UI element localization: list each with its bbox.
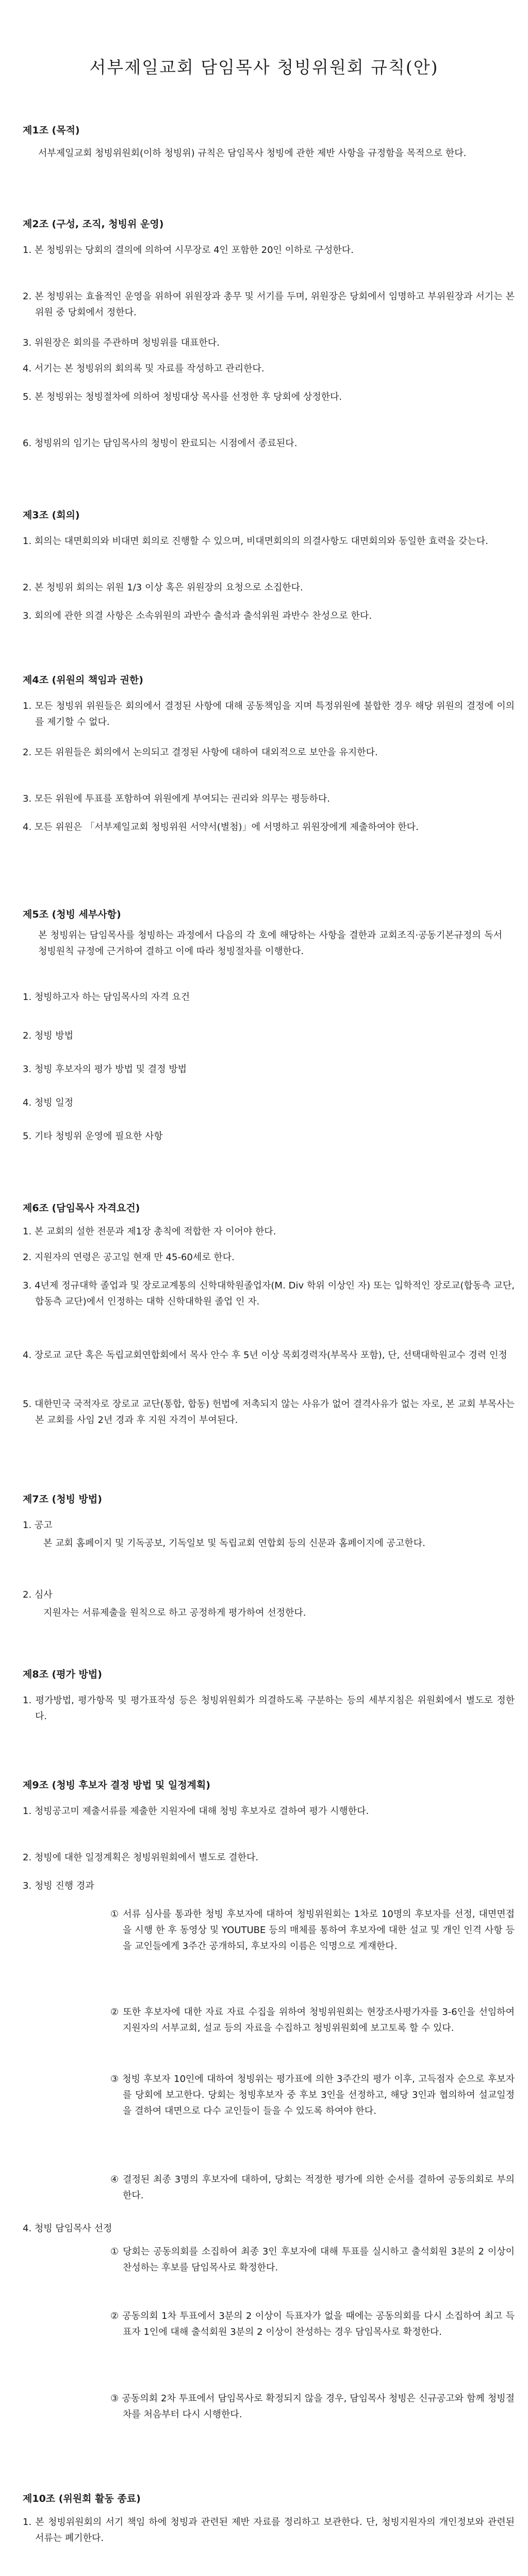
section-2-item: 4. 서기는 본 청빙위의 회의록 및 자료를 작성하고 관리한다.	[23, 363, 265, 374]
section-9-progress-step: ① 서류 심사를 통과한 청빙 후보자에 대하여 청빙위원회는 1차로 10명의 후보자를 선정, 대면면접을 시행 한 후 동영상 및 YOUTUBE 등의 매체를 통하여 후보자에 대한 설교 및 개인 인격 사항 등을 교인들에게 3주간 공개하되, 후보자의 이름은 익명으로 게재한다.	[110, 1909, 515, 1952]
section-8-item: 1. 평가방법, 평가항목 및 평가표작성 등은 청빙위원회가 의결하도록 구분하는 등의 세부지침은 위원회에서 별도로 정한다.	[23, 1695, 515, 1722]
section-5-item: 3. 청빙 후보자의 평가 방법 및 결정 방법	[23, 1064, 187, 1075]
section-4-item: 2. 모든 위원들은 회의에서 논의되고 결정된 사항에 대하여 대외적으로 보안을 유지한다.	[23, 747, 378, 758]
section-7-item-label: 2. 심사	[23, 1589, 53, 1600]
section-5-intro: 본 청빙위는 담임목사를 청빙하는 과정에서 다음의 각 호에 해당하는 사항을 결한과 교회조직·공동기본규정의 독서 청빙원칙 규정에 근거하여 결하고 이에 따라 청빙절차를 이행한다.	[38, 930, 502, 957]
section-9-item: 4. 청빙 담임목사 선정	[23, 2223, 112, 2234]
section-9-selection-step: ③ 공동의회 2차 투표에서 담임목사로 확정되지 않을 경우, 담임목사 청빙은 신규공고와 함께 청빙절차를 처음부터 다시 시행한다.	[110, 2393, 515, 2420]
section-2-item: 6. 청빙위의 임기는 담임목사의 청빙이 완료되는 시점에서 종료된다.	[23, 438, 298, 449]
section-9-item: 3. 청빙 진행 경과	[23, 1880, 94, 1891]
section-6-item: 4. 장로교 교단 혹은 독립교회연합회에서 목사 안수 후 5년 이상 목회경력자(부목사 포함), 단, 선택대학원교수 경력 인정	[23, 1350, 507, 1361]
section-2-item: 2. 본 청빙위는 효율적인 운영을 위하여 위원장과 총무 및 서기를 두며, 위원장은 당회에서 임명하고 부위원장과 서기는 본 위원 중 당회에서 정한다.	[23, 291, 515, 318]
section-2-item: 1. 본 청빙위는 당회의 결의에 의하여 시무장로 4인 포함한 20인 이하로 구성한다.	[23, 245, 354, 256]
section-9-heading: 제9조 (청빙 후보자 결정 방법 및 일정계획)	[23, 1780, 210, 1791]
section-5-item: 1. 청빙하고자 하는 담임목사의 자격 요건	[23, 992, 190, 1003]
section-3-item: 1. 회의는 대면회의와 비대면 회의로 진행할 수 있으며, 비대면회의의 의결사항도 대면회의와 동일한 효력을 갖는다.	[23, 536, 488, 547]
section-7-item-label: 1. 공고	[23, 1520, 53, 1531]
section-3-heading: 제3조 (회의)	[23, 510, 80, 521]
section-2-heading: 제2조 (구성, 조직, 청빙위 운영)	[23, 218, 164, 230]
section-6-item: 2. 지원자의 연령은 공고일 현재 만 45-60세로 한다.	[23, 1252, 235, 1263]
section-6-item: 3. 4년제 정규대학 졸업과 및 장로교계통의 신학대학원졸업자(M. Div 학위 이상인 자) 또는 입학적인 장로교(합동측 교단, 합동측 교단)에서 인정하는 대학 신학대학원 졸업 인 자.	[23, 1280, 515, 1307]
section-4-heading: 제4조 (위원의 책임과 권한)	[23, 674, 143, 686]
section-4-item: 4. 모든 위원은 「서부제일교회 청빙위원 서약서(별첨)」에 서명하고 위원장에게 제출하여야 한다.	[23, 822, 419, 833]
section-7-item-text: 지원자는 서류제출을 원칙으로 하고 공정하게 평가하여 선정한다.	[43, 1607, 306, 1618]
section-1-body: 서부제일교회 청빙위원회(이하 청빙위) 규칙은 담임목사 청빙에 관한 제반 사항을 규정함을 목적으로 한다.	[38, 148, 467, 159]
section-9-progress-step: ② 또한 후보자에 대한 자료 자료 수집을 위하여 청빙위원회는 현장조사평가자를 3-6인을 선임하여 지원자의 서부교회, 설교 등의 자료을 수집하고 청빙위원회에 보고토록 할 수 있다.	[110, 2007, 515, 2033]
section-9-selection-step: ② 공동의회 1차 투표에서 3분의 2 이상이 득표자가 없을 때에는 공동의회를 다시 소집하여 최고 득표자 1인에 대해 출석회원 3분의 2 이상이 찬성하는 경우 담임목사로 확정한다.	[110, 2311, 515, 2337]
section-4-item: 3. 모든 위원에 투표를 포함하여 위원에게 부여되는 권리와 의무는 평등하다.	[23, 793, 331, 804]
section-9-item: 1. 청빙공고미 제출서류를 제출한 지원자에 대해 청빙 후보자로 결하여 평가 시행한다.	[23, 1806, 369, 1817]
section-4-item: 1. 모든 청빙위 위원들은 회의에서 결정된 사항에 대해 공동책임을 지며 특정위원에 불합한 경우 해당 위원의 결정에 이의를 제기할 수 없다.	[23, 701, 515, 727]
section-3-item: 3. 회의에 관한 의결 사항은 소속위원의 과반수 출석과 출석위원 과반수 찬성으로 한다.	[23, 611, 372, 621]
section-9-selection-step: ① 당회는 공동의회를 소집하여 최종 3인 후보자에 대해 투표를 실시하고 출석회원 3분의 2 이상이 찬성하는 후보를 담임목사로 확정한다.	[110, 2246, 515, 2273]
section-6-heading: 제6조 (담임목사 자격요건)	[23, 1202, 140, 1214]
section-1-heading: 제1조 (목적)	[23, 125, 80, 136]
section-6-item: 1. 본 교회의 설한 전문과 제1장 총칙에 적합한 자 이어야 한다.	[23, 1226, 276, 1237]
section-2-item: 3. 위원장은 회의를 주관하며 청빙위를 대표한다.	[23, 337, 220, 348]
section-7-item-text: 본 교회 홈페이지 및 기독공보, 기독일보 및 독립교회 연합회 등의 신문과 홈페이지에 공고한다.	[43, 1538, 425, 1549]
section-10-heading: 제10조 (위원회 활동 종료)	[23, 2493, 141, 2504]
section-5-item: 4. 청빙 일정	[23, 1097, 74, 1108]
section-7-heading: 제7조 (청빙 방법)	[23, 1494, 102, 1505]
section-9-progress-step: ④ 결정된 최종 3명의 후보자에 대하여, 당회는 적정한 평가에 의한 순서를 결하여 공동의회로 부의한다.	[110, 2174, 515, 2201]
section-9-item: 2. 청빙에 대한 일정계획은 청빙위원회에서 별도로 결한다.	[23, 1852, 259, 1863]
document-title: 서부제일교회 담임목사 청빙위원회 규칙(안)	[89, 57, 439, 77]
section-6-item: 5. 대한민국 국적자로 장로교 교단(통합, 합동) 헌법에 저촉되지 않는 사유가 없어 결격사유가 없는 자로, 본 교회 부목사는 본 교회를 사임 2년 경과 후 지원 자격이 부여된다.	[23, 1399, 515, 1426]
section-8-heading: 제8조 (평가 방법)	[23, 1669, 102, 1680]
section-5-heading: 제5조 (청빙 세부사항)	[23, 909, 121, 920]
section-2-item: 5. 본 청빙위는 청빙절차에 의하여 청빙대상 목사를 선정한 후 당회에 상정한다.	[23, 392, 342, 402]
section-5-item: 5. 기타 청빙위 운영에 필요한 사항	[23, 1131, 163, 1142]
section-3-item: 2. 본 청빙위 회의는 위원 1/3 이상 혹은 위원장의 요청으로 소집한다.	[23, 582, 303, 593]
section-10-item: 1. 본 청빙위원회의 서기 책임 하에 청빙과 관련된 제반 자료를 정리하고 보관한다. 단, 청빙지원자의 개인정보와 관련된 서류는 폐기한다.	[23, 2517, 515, 2544]
section-5-item: 2. 청빙 방법	[23, 1030, 74, 1041]
section-9-progress-step: ③ 청빙 후보자 10인에 대하여 청빙위는 평가표에 의한 3주간의 평가 이후, 고득점자 순으로 후보자를 당회에 보고한다. 당회는 청빙후보자 중 후보 3인을 선정하고, 해당 3인과 협의하여 설교일정을 결하여 대면으로 다수 교인들이 들을 수 있도록 하여야 한다.	[110, 2074, 515, 2116]
